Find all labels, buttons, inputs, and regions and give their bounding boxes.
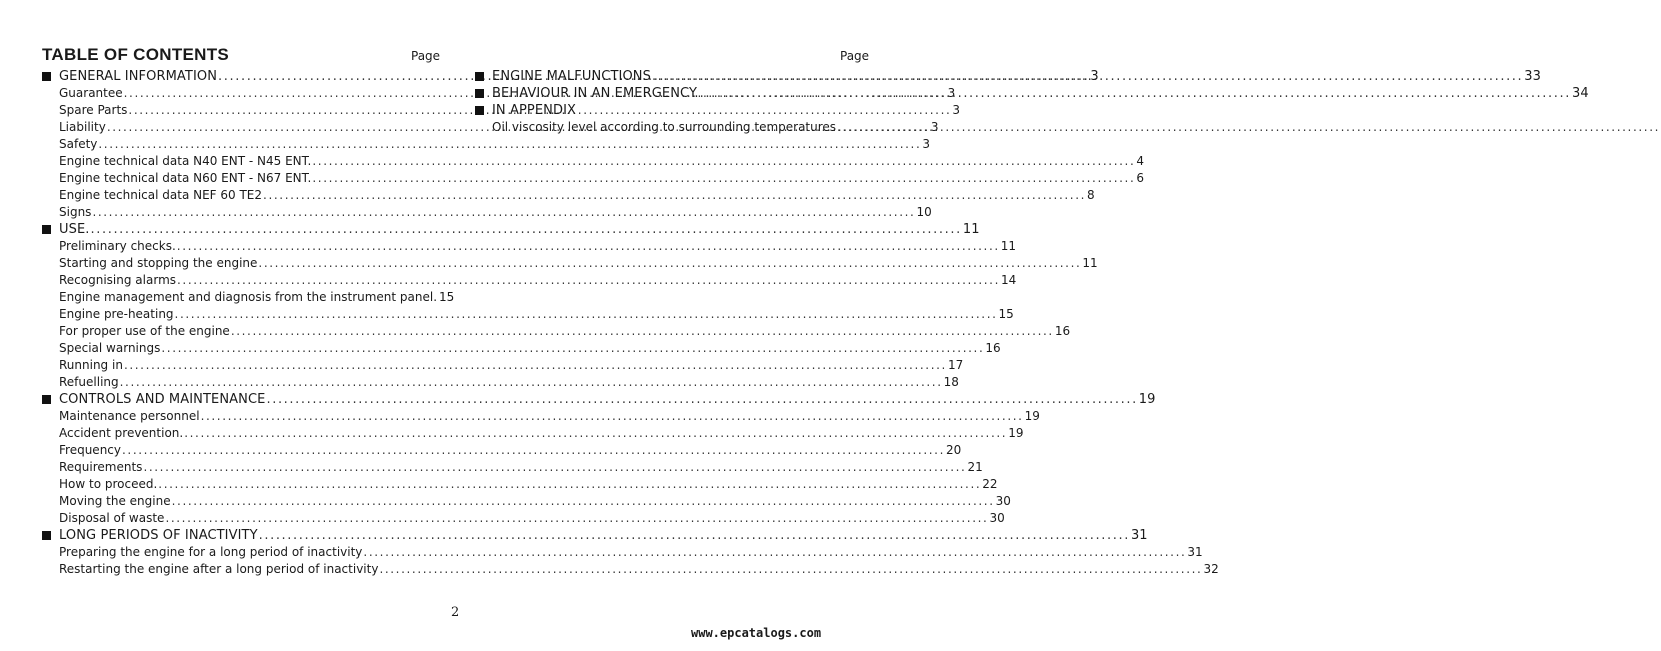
toc-entry-text <box>59 238 1017 255</box>
toc-entry-label: Accident prevention. <box>59 426 184 440</box>
toc-entry-label: Preparing the engine for a long period of inactivity <box>59 545 363 559</box>
toc-entry-text <box>59 408 1040 425</box>
toc-entry-text <box>59 544 1203 561</box>
toc-entry-page: 22 <box>982 477 998 491</box>
toc-entry-page: 19 <box>1024 409 1040 423</box>
toc-entry-page: 19 <box>1008 426 1024 440</box>
toc-entry-label: Guarantee <box>59 86 123 100</box>
toc-entry-page: 31 <box>1187 545 1203 559</box>
toc-entry-page: 14 <box>1001 273 1017 287</box>
dot-leader <box>119 374 944 391</box>
toc-entry-text <box>59 476 998 493</box>
toc-entry-text <box>59 425 1024 442</box>
square-bullet-icon <box>42 225 51 234</box>
toc-entry-text <box>59 255 1098 272</box>
toc-entry-text <box>59 221 980 238</box>
toc-entry-label: Restarting the engine after a long period of inactivity <box>59 562 379 576</box>
dot-leader <box>123 357 948 374</box>
toc-entry-row[interactable] <box>42 238 1017 255</box>
toc-entry-page: 8 <box>1087 188 1095 202</box>
toc-entry-label: ENGINE MALFUNCTIONS <box>492 69 651 84</box>
toc-entry-page: 16 <box>985 341 1001 355</box>
toc-entry-page: 3 <box>947 86 956 100</box>
toc-entry-text <box>59 357 964 374</box>
dot-leader <box>230 323 1055 340</box>
toc-entry-page: 3 <box>1090 69 1099 84</box>
dot-leader <box>836 119 1661 136</box>
toc-entry-text <box>59 289 455 306</box>
toc-entry-page: 10 <box>916 205 932 219</box>
toc-section-row[interactable] <box>475 68 1542 85</box>
toc-entry-text <box>59 340 1001 357</box>
toc-entry-page: 20 <box>946 443 962 457</box>
toc-entry-text <box>59 459 983 476</box>
toc-entry-page: 11 <box>1000 239 1017 253</box>
square-bullet-icon <box>42 531 51 540</box>
toc-entry-row[interactable] <box>475 119 869 136</box>
toc-entry-row[interactable] <box>42 204 932 221</box>
page-column-label-left: Page <box>411 49 441 63</box>
toc-entry-page: 3 <box>952 103 961 117</box>
dot-leader <box>176 272 1001 289</box>
toc-entry-row[interactable] <box>42 408 1040 425</box>
toc-entry-text <box>59 306 1014 323</box>
toc-entry-page: 3 <box>930 120 939 134</box>
toc-entry-text <box>59 374 959 391</box>
toc-entry-page: 18 <box>943 375 959 389</box>
toc-section-row[interactable] <box>42 221 980 238</box>
toc-entry-row[interactable] <box>42 510 1005 527</box>
toc-entry-page: 30 <box>995 494 1011 508</box>
toc-entry-text <box>492 119 869 136</box>
toc-entry-label: Moving the engine <box>59 494 171 508</box>
toc-entry-row[interactable] <box>42 306 1014 323</box>
toc-entry-label: Running in <box>59 358 123 372</box>
toc-entry-page: 3 <box>922 137 931 151</box>
toc-entry-page: 34 <box>1571 86 1589 101</box>
toc-entry-page: 32 <box>1203 562 1219 576</box>
toc-entry-label: LONG PERIODS OF INACTIVITY <box>59 528 258 543</box>
toc-entry-text <box>59 323 1071 340</box>
toc-entry-label: Refuelling <box>59 375 119 389</box>
dot-leader <box>265 391 1138 408</box>
square-bullet-icon <box>475 72 484 81</box>
toc-entry-label: Special warnings <box>59 341 161 355</box>
dot-leader <box>121 442 946 459</box>
footer-url: www.epcatalogs.com <box>691 626 822 640</box>
dot-leader <box>651 68 1524 85</box>
toc-entry-label: Recognising alarms <box>59 273 177 287</box>
dot-leader <box>311 170 1136 187</box>
toc-entry-row[interactable] <box>42 425 1024 442</box>
toc-entry-label: Signs <box>59 205 92 219</box>
toc-entry-page: 33 <box>1524 69 1542 84</box>
toc-entry-row[interactable] <box>42 255 1098 272</box>
toc-entry-row[interactable] <box>42 544 1203 561</box>
toc-entry-page: 21 <box>967 460 983 474</box>
toc-entry-label: For proper use of the engine <box>59 324 230 338</box>
square-bullet-icon <box>42 395 51 404</box>
page-column-label-right: Page <box>840 49 870 63</box>
toc-entry-text <box>59 493 1011 510</box>
toc-entry-text <box>59 442 962 459</box>
toc-entry-page: 11 <box>962 222 980 237</box>
toc-entry-label: Liability <box>59 120 106 134</box>
dot-leader <box>362 544 1187 561</box>
toc-entry-label: Spare Parts <box>59 103 128 117</box>
toc-section-row[interactable] <box>42 527 1148 544</box>
toc-entry-label: Requirements <box>59 460 143 474</box>
toc-entry-label: Preliminary checks. <box>59 239 176 253</box>
toc-entry-label: Safety <box>59 137 98 151</box>
toc-entry-row[interactable] <box>42 323 1071 340</box>
toc-entry-page: 4 <box>1136 154 1145 168</box>
toc-entry-row[interactable] <box>42 493 1011 510</box>
toc-entry-text <box>59 170 1145 187</box>
square-bullet-icon <box>475 89 484 98</box>
toc-entry-label: GENERAL INFORMATION <box>59 69 218 84</box>
toc-entry-text <box>59 153 1145 170</box>
toc-entry-label: Engine management and diagnosis from the instrument panel. <box>59 290 438 304</box>
dot-leader <box>142 459 967 476</box>
toc-entry-page: 30 <box>989 511 1005 525</box>
toc-entry-row[interactable] <box>42 153 1145 170</box>
dot-leader <box>97 136 922 153</box>
toc-entry-row[interactable] <box>42 357 964 374</box>
toc-entry-page: 11 <box>1082 256 1098 270</box>
toc-entry-label: IN APPENDIX <box>492 103 577 118</box>
dot-leader <box>311 153 1136 170</box>
toc-entry-row[interactable] <box>42 136 931 153</box>
toc-entry-text <box>59 204 932 221</box>
toc-entry-page: 15 <box>998 307 1014 321</box>
toc-entry-label: Engine technical data NEF 60 TE2 <box>59 188 263 202</box>
dot-leader <box>157 476 982 493</box>
toc-entry-text <box>59 561 1219 578</box>
dot-leader <box>258 527 1131 544</box>
toc-entry-label: Oil viscosity level according to surrounding temperatures <box>492 120 837 134</box>
toc-entry-text <box>59 510 1005 527</box>
toc-entry-label: How to proceed. <box>59 477 158 491</box>
toc-entry-label: Disposal of waste <box>59 511 165 525</box>
toc-entry-row[interactable] <box>42 561 1219 578</box>
page-title: TABLE OF CONTENTS <box>42 45 230 64</box>
toc-entry-text <box>492 68 1542 85</box>
toc-right-list <box>475 68 1589 136</box>
toc-entry-label: CONTROLS AND MAINTENANCE <box>59 392 266 407</box>
toc-entry-page: 19 <box>1138 392 1156 407</box>
toc-entry-label: USE. <box>59 222 90 237</box>
toc-entry-text <box>59 136 931 153</box>
dot-leader <box>262 187 1087 204</box>
toc-entry-row[interactable] <box>42 374 959 391</box>
toc-section-row[interactable] <box>475 85 1589 102</box>
toc-entry-text <box>59 391 1156 408</box>
toc-entry-label: Engine pre-heating <box>59 307 174 321</box>
toc-entry-row[interactable] <box>42 289 455 306</box>
toc-entry-row[interactable] <box>42 340 1001 357</box>
dot-leader <box>91 204 916 221</box>
toc-entry-text <box>492 85 1589 102</box>
toc-entry-text <box>59 272 1017 289</box>
toc-entry-label: Maintenance personnel <box>59 409 200 423</box>
dot-leader <box>183 425 1008 442</box>
toc-section-row[interactable] <box>475 102 869 119</box>
toc-entry-label: Frequency <box>59 443 121 457</box>
dot-leader <box>164 510 989 527</box>
toc-entry-text <box>492 102 869 119</box>
dot-leader <box>200 408 1025 425</box>
toc-entry-label: Starting and stopping the engine <box>59 256 258 270</box>
toc-entry-page: 17 <box>947 358 964 372</box>
square-bullet-icon <box>42 72 51 81</box>
toc-entry-row[interactable] <box>42 170 1145 187</box>
toc-entry-label: Engine technical data N40 ENT - N45 ENT. <box>59 154 312 168</box>
dot-leader <box>378 561 1203 578</box>
square-bullet-icon <box>475 106 484 115</box>
dot-leader <box>174 306 999 323</box>
dot-leader <box>171 493 996 510</box>
dot-leader <box>160 340 985 357</box>
toc-entry-row[interactable] <box>42 272 1017 289</box>
toc-entry-row[interactable] <box>42 187 1095 204</box>
toc-section-row[interactable] <box>42 391 1156 408</box>
toc-entry-text <box>59 527 1148 544</box>
toc-entry-page: 15 <box>439 290 455 304</box>
toc-entry-label: Engine technical data N60 ENT - N67 ENT. <box>59 171 312 185</box>
toc-entry-text <box>59 187 1095 204</box>
toc-entry-page: 16 <box>1054 324 1071 338</box>
toc-entry-label: BEHAVIOUR IN AN EMERGENCY. <box>492 86 699 101</box>
toc-entry-row[interactable] <box>42 459 983 476</box>
dot-leader <box>257 255 1082 272</box>
dot-leader <box>90 221 963 238</box>
footer-page-number: 2 <box>451 605 460 620</box>
dot-leader <box>176 238 1001 255</box>
dot-leader <box>699 85 1572 102</box>
toc-entry-row[interactable] <box>42 476 998 493</box>
toc-entry-row[interactable] <box>42 442 962 459</box>
toc-entry-page: 6 <box>1136 171 1145 185</box>
toc-entry-page: 31 <box>1130 528 1148 543</box>
